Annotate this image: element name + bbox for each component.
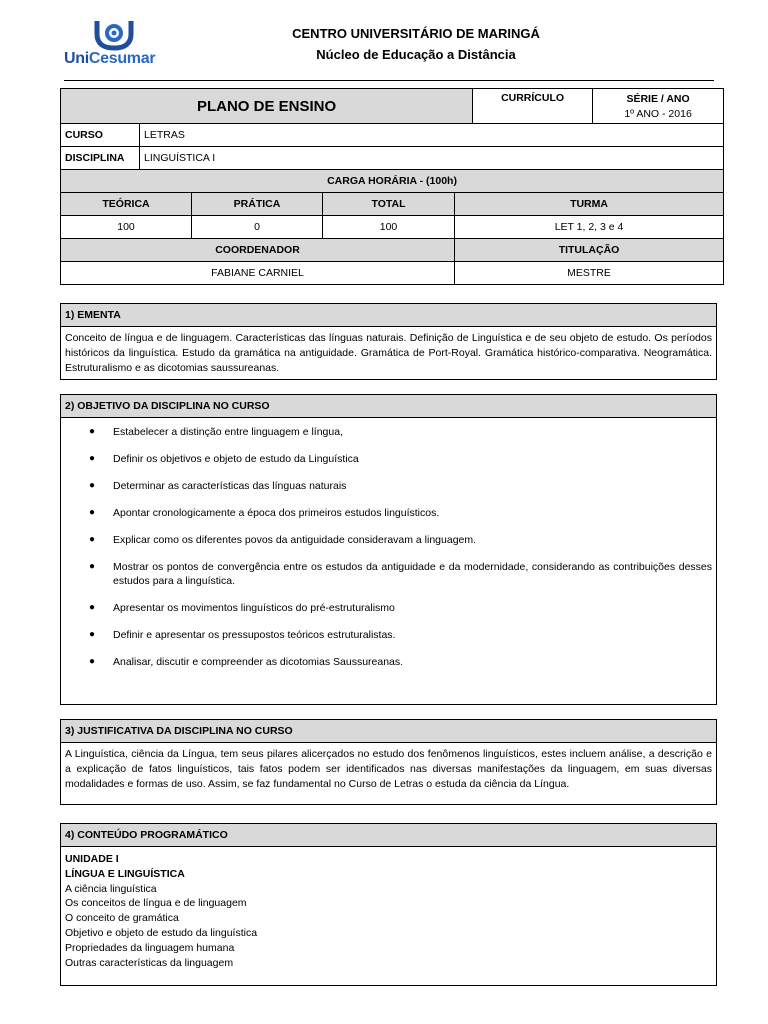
pratica-label: PRÁTICA bbox=[192, 193, 323, 216]
ementa-heading: 1) EMENTA bbox=[61, 304, 716, 327]
turma-label: TURMA bbox=[455, 193, 724, 216]
bullet-icon: ● bbox=[89, 629, 96, 640]
bullet-icon: ● bbox=[89, 602, 96, 613]
plan-table bbox=[60, 88, 724, 285]
bullet-icon: ● bbox=[89, 561, 96, 572]
curso-value: LETRAS bbox=[140, 124, 724, 147]
header-divider bbox=[64, 80, 714, 81]
coordenador-value: FABIANE CARNIEL bbox=[61, 262, 455, 285]
list-item: ● Mostrar os pontos de convergência entre os estudos da antiguidade e da modernidade, considerando as contribuições desses estudos para a linguística. bbox=[89, 561, 712, 587]
serie-cell bbox=[593, 89, 724, 124]
objetivo-body bbox=[61, 418, 716, 686]
curriculo-label: CURRÍCULO bbox=[473, 89, 593, 124]
unit-label: UNIDADE I bbox=[65, 853, 119, 865]
teorica-value: 100 bbox=[61, 216, 192, 239]
list-item: Propriedades da linguagem humana bbox=[65, 941, 235, 954]
conteudo-body bbox=[61, 847, 716, 974]
justificativa-heading: 3) JUSTIFICATIVA DA DISCIPLINA NO CURSO bbox=[61, 720, 716, 743]
justificativa-text: A Linguística, ciência da Língua, tem seus pilares alicerçados no estudo dos fenômenos linguísticos, estes incluem análise, a descrição e a explicação de fatos linguísticos, tais fatos podem ser identificados nas diversas manifestações da linguagem, em suas diversas modalidades e formas de uso. Assim, se faz fundamental no Curso de Letras o estuda da ciência da Língua. bbox=[65, 748, 712, 790]
institution-title: CENTRO UNIVERSITÁRIO DE MARINGÁ bbox=[292, 26, 540, 41]
carga-horaria-label: CARGA HORÁRIA - (100h) bbox=[61, 170, 724, 193]
pratica-value: 0 bbox=[192, 216, 323, 239]
unicesumar-logo bbox=[64, 18, 174, 70]
disciplina-label: DISCIPLINA bbox=[61, 147, 140, 170]
ementa-section bbox=[60, 303, 717, 380]
turma-value: LET 1, 2, 3 e 4 bbox=[455, 216, 724, 239]
list-item: O conceito de gramática bbox=[65, 912, 179, 925]
list-item: ● Apresentar os movimentos linguísticos do pré-estruturalismo bbox=[89, 602, 395, 614]
list-item: ● Estabelecer a distinção entre linguagem e língua, bbox=[89, 426, 343, 438]
bullet-icon: ● bbox=[89, 453, 96, 464]
list-item: ● Apontar cronologicamente a época dos primeiros estudos linguísticos. bbox=[89, 507, 440, 519]
conteudo-heading: 4) CONTEÚDO PROGRAMÁTICO bbox=[61, 824, 716, 847]
list-item: A ciência linguística bbox=[65, 882, 157, 895]
list-item: ● Explicar como os diferentes povos da antiguidade consideravam a linguagem. bbox=[89, 534, 477, 546]
curso-label: CURSO bbox=[61, 124, 140, 147]
bullet-icon: ● bbox=[89, 656, 96, 667]
conteudo-section bbox=[60, 823, 717, 986]
logo-wordmark bbox=[64, 50, 155, 68]
objetivo-list bbox=[65, 425, 712, 669]
department-subtitle: Núcleo de Educação a Distância bbox=[316, 47, 516, 62]
coordenador-label: COORDENADOR bbox=[61, 239, 455, 262]
logo-emblem-icon bbox=[94, 18, 134, 52]
logo-text-cesumar: Cesumar bbox=[88, 50, 156, 67]
total-label: TOTAL bbox=[323, 193, 455, 216]
list-item: ● Definir e apresentar os pressupostos teóricos estruturalistas. bbox=[89, 629, 396, 641]
list-item: Outras características da linguagem bbox=[65, 956, 234, 969]
ementa-text: Conceito de língua e de linguagem. Características das línguas naturais. Definição de Linguística e de seu objeto de estudo. Os períodos históricos da linguística. Estudo da gramática na antiguidade. Gramática de Port-Royal. Gramática histórico-comparativa. Neogramática. Estruturalismo e as dicotomias saussureanas. bbox=[65, 332, 712, 374]
bullet-icon: ● bbox=[89, 426, 96, 437]
titulacao-value: MESTRE bbox=[455, 262, 724, 285]
bullet-icon: ● bbox=[89, 480, 96, 491]
bullet-icon: ● bbox=[89, 507, 96, 518]
objetivo-heading: 2) OBJETIVO DA DISCIPLINA NO CURSO bbox=[61, 395, 716, 418]
objetivo-section bbox=[60, 394, 717, 705]
logo-text-uni: Uni bbox=[64, 50, 89, 67]
unit-title: LÍNGUA E LINGUÍSTICA bbox=[65, 867, 185, 880]
serie-label: SÉRIE / ANO bbox=[626, 93, 690, 105]
list-item: ● Analisar, discutir e compreender as dicotomias Saussureanas. bbox=[89, 656, 404, 668]
total-value: 100 bbox=[323, 216, 455, 239]
list-item: ● Definir os objetivos e objeto de estudo da Linguística bbox=[89, 453, 359, 465]
bullet-icon: ● bbox=[89, 534, 96, 545]
teorica-label: TEÓRICA bbox=[61, 193, 192, 216]
list-item: ● Determinar as características das línguas naturais bbox=[89, 480, 347, 492]
list-item: Os conceitos de língua e de linguagem bbox=[65, 897, 247, 910]
list-item: Objetivo e objeto de estudo da linguística bbox=[65, 926, 258, 939]
disciplina-value: LINGUÍSTICA I bbox=[140, 147, 724, 170]
serie-value: 1º ANO - 2016 bbox=[624, 108, 692, 120]
justificativa-section bbox=[60, 719, 717, 805]
titulacao-label: TITULAÇÃO bbox=[455, 239, 724, 262]
plan-title: PLANO DE ENSINO bbox=[61, 89, 473, 124]
